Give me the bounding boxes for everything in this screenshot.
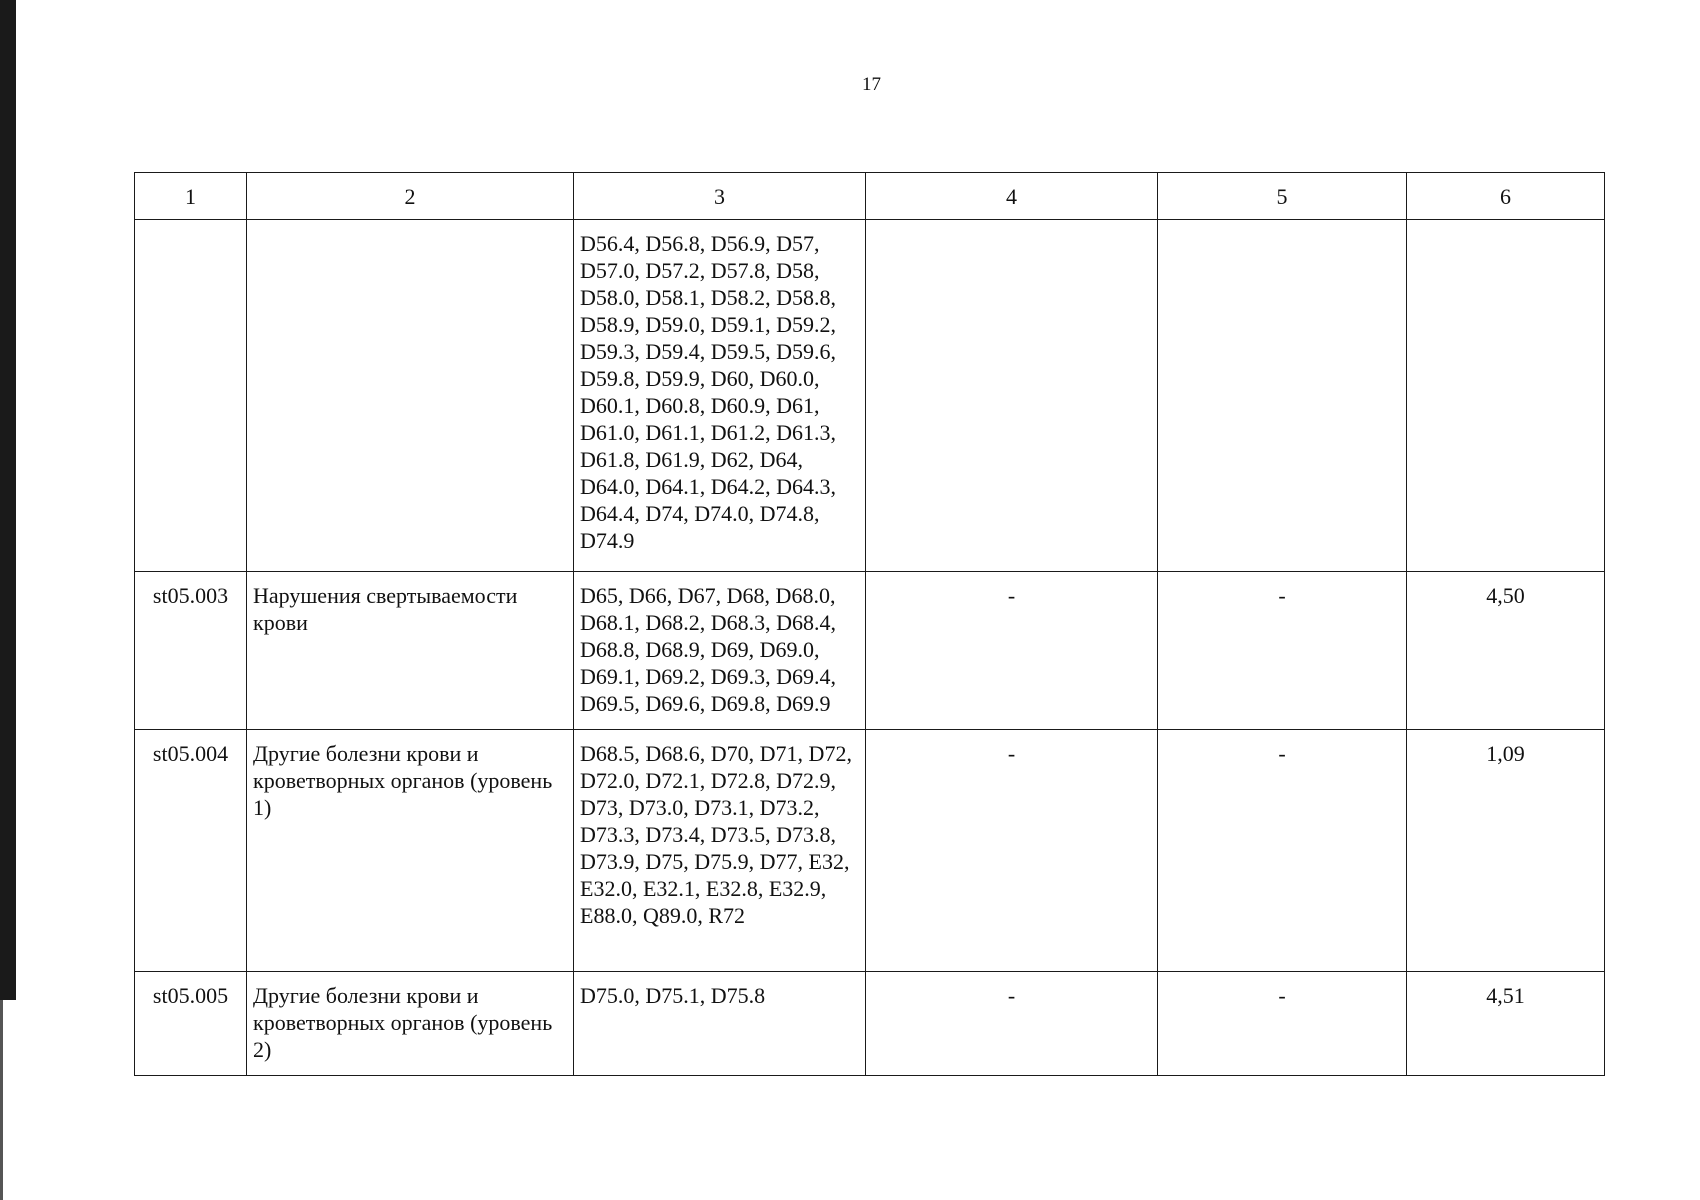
header-cell-3: 3 [574,173,866,220]
table-row [135,220,1605,572]
scan-left-edge-lower [0,1000,3,1200]
row-col4: - [866,572,1158,730]
row-name: Другие болезни крови и кроветворных органов (уровень 1) [247,730,574,972]
header-cell-2: 2 [247,173,574,220]
row-col5 [1158,220,1407,572]
row-diagnoses: D65, D66, D67, D68, D68.0, D68.1, D68.2, D68.3, D68.4, D68.8, D68.9, D69, D69.0, D69.1, D69.2, D69.3, D69.4, D69.5, D69.6, D69.8, D69.9 [574,572,866,730]
table-row [135,572,1605,730]
row-diagnoses: D68.5, D68.6, D70, D71, D72, D72.0, D72.1, D72.8, D72.9, D73, D73.0, D73.1, D73.2, D73.3, D73.4, D73.5, D73.8, D73.9, D75, D75.9, D77, E32, E32.0, E32.1, E32.8, E32.9, E88.0, Q89.0, R72 [574,730,866,972]
table-row [135,972,1605,1076]
header-cell-5: 5 [1158,173,1407,220]
header-cell-1: 1 [135,173,247,220]
row-name: Другие болезни крови и кроветворных органов (уровень 2) [247,972,574,1076]
page-number: 17 [862,74,881,95]
row-col4: - [866,730,1158,972]
row-name [247,220,574,572]
scan-left-edge [0,0,16,1000]
row-col5: - [1158,572,1407,730]
row-coefficient [1407,220,1605,572]
row-col5: - [1158,730,1407,972]
row-col5: - [1158,972,1407,1076]
row-coefficient: 4,50 [1407,572,1605,730]
row-name: Нарушения свертываемости крови [247,572,574,730]
row-code: st05.004 [135,730,247,972]
header-cell-6: 6 [1407,173,1605,220]
row-diagnoses: D75.0, D75.1, D75.8 [574,972,866,1076]
row-code: st05.003 [135,572,247,730]
row-coefficient: 1,09 [1407,730,1605,972]
header-cell-4: 4 [866,173,1158,220]
row-code [135,220,247,572]
row-coefficient: 4,51 [1407,972,1605,1076]
row-code: st05.005 [135,972,247,1076]
table-header-row [135,173,1605,220]
row-col4 [866,220,1158,572]
row-diagnoses: D56.4, D56.8, D56.9, D57, D57.0, D57.2, D57.8, D58, D58.0, D58.1, D58.2, D58.8, D58.9, D59.0, D59.1, D59.2, D59.3, D59.4, D59.5, D59.6, D59.8, D59.9, D60, D60.0, D60.1, D60.8, D60.9, D61, D61.0, D61.1, D61.2, D61.3, D61.8, D61.9, D62, D64, D64.0, D64.1, D64.2, D64.3, D64.4, D74, D74.0, D74.8, D74.9 [574,220,866,572]
table-row [135,730,1605,972]
tariff-table [134,172,1605,1076]
row-col4: - [866,972,1158,1076]
